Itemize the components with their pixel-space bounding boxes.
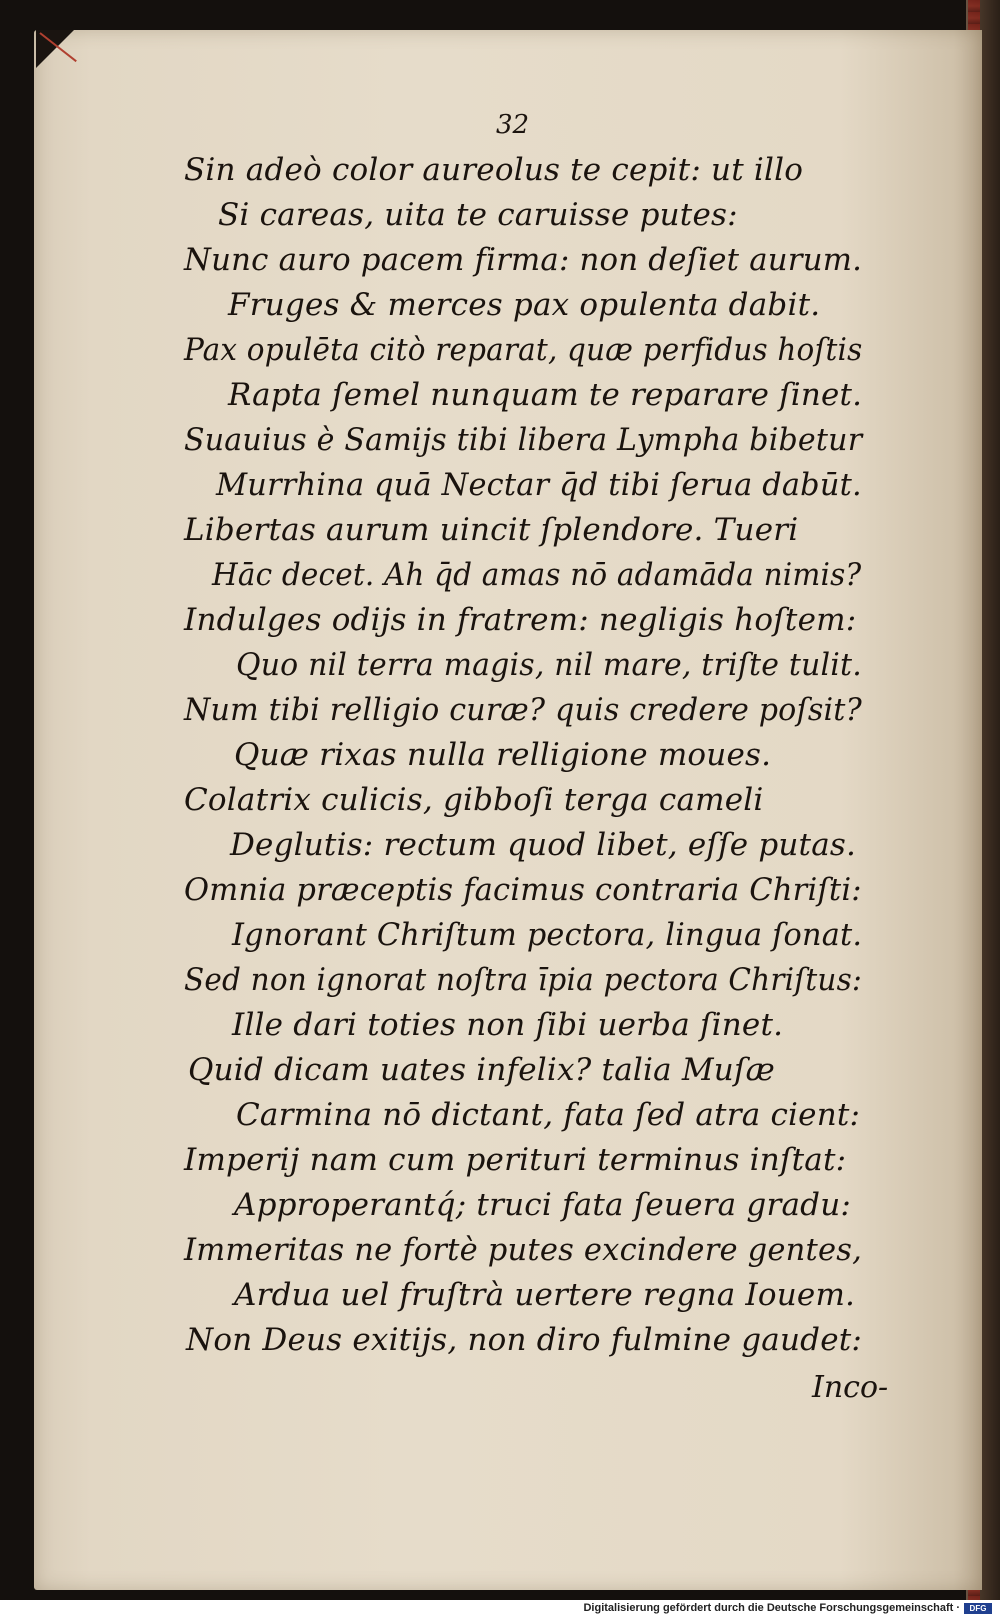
verse-line: Fruges & merces pax opulenta dabit. [228,287,821,323]
verse-line: Ignorant Chriſtum pectora, lingua ſonat. [232,917,863,953]
verse-line: Libertas aurum uincit ſplendore. Tueri [184,512,799,548]
catchword: Inco- [812,1370,889,1405]
dfg-logo: DFG [964,1603,992,1614]
verse-line: Suauius è Samijs tibi libera Lympha bibetur [184,422,863,458]
verse-line: Imperij nam cum perituri terminus inſtat: [184,1142,847,1178]
verse-line: Approperantq́; truci fata ſeuera gradu: [234,1187,852,1223]
verse-line: Sed non ignorat noſtra īpia pectora Chriſtus: [184,962,863,998]
verse-line: Si careas, uita te caruisse putes: [218,197,738,233]
funding-credit: Digitalisierung gefördert durch die Deutsche Forschungsgemeinschaft · [583,1602,960,1614]
page-number: 32 [496,110,530,140]
verse-line: Immeritas ne fortè putes excindere gentes, [184,1232,863,1268]
verse-line: Sin adeò color aureolus te cepit: ut illo [184,152,804,188]
verse-line: Non Deus exitijs, non diro fulmine gaudet: [186,1322,863,1358]
verse-line: Num tibi relligio curæ? quis credere poſsit? [184,692,862,728]
verse-line: Quæ rixas nulla relligione moues. [234,737,772,773]
verse-line: Ardua uel fruſtrà uertere regna Iouem. [234,1277,856,1313]
verse-line: Omnia præceptis facimus contraria Chriſti: [184,872,862,908]
verse-line: Pax opulēta citò reparat, quæ perfidus hoſtis [184,332,863,368]
verse-line: Indulges odijs in fratrem: negligis hoſtem: [184,602,857,638]
verse-line: Ille dari toties non ſibi uerba ſinet. [232,1007,784,1043]
verse-line: Colatrix culicis, gibboſi terga cameli [184,782,764,818]
verse-line: Carmina nō dictant, fata ſed atra cient: [236,1097,861,1133]
verse-line: Murrhina quā Nectar q̄d tibi ſerua dabūt. [216,467,862,503]
verse-line: Nunc auro pacem firma: non deſiet aurum. [184,242,863,278]
verse-line: Hāc decet. Ah q̄d amas nō adamāda nimis? [212,557,862,593]
verse-line: Deglutis: rectum quod libet, eſſe putas. [230,827,857,863]
verse-line: Quid dicam uates infelix? talia Muſæ [188,1052,775,1088]
verse-line: Quo nil terra magis, nil mare, triſte tulit. [236,647,862,683]
verse-line: Rapta ſemel nunquam te reparare ſinet. [228,377,863,413]
